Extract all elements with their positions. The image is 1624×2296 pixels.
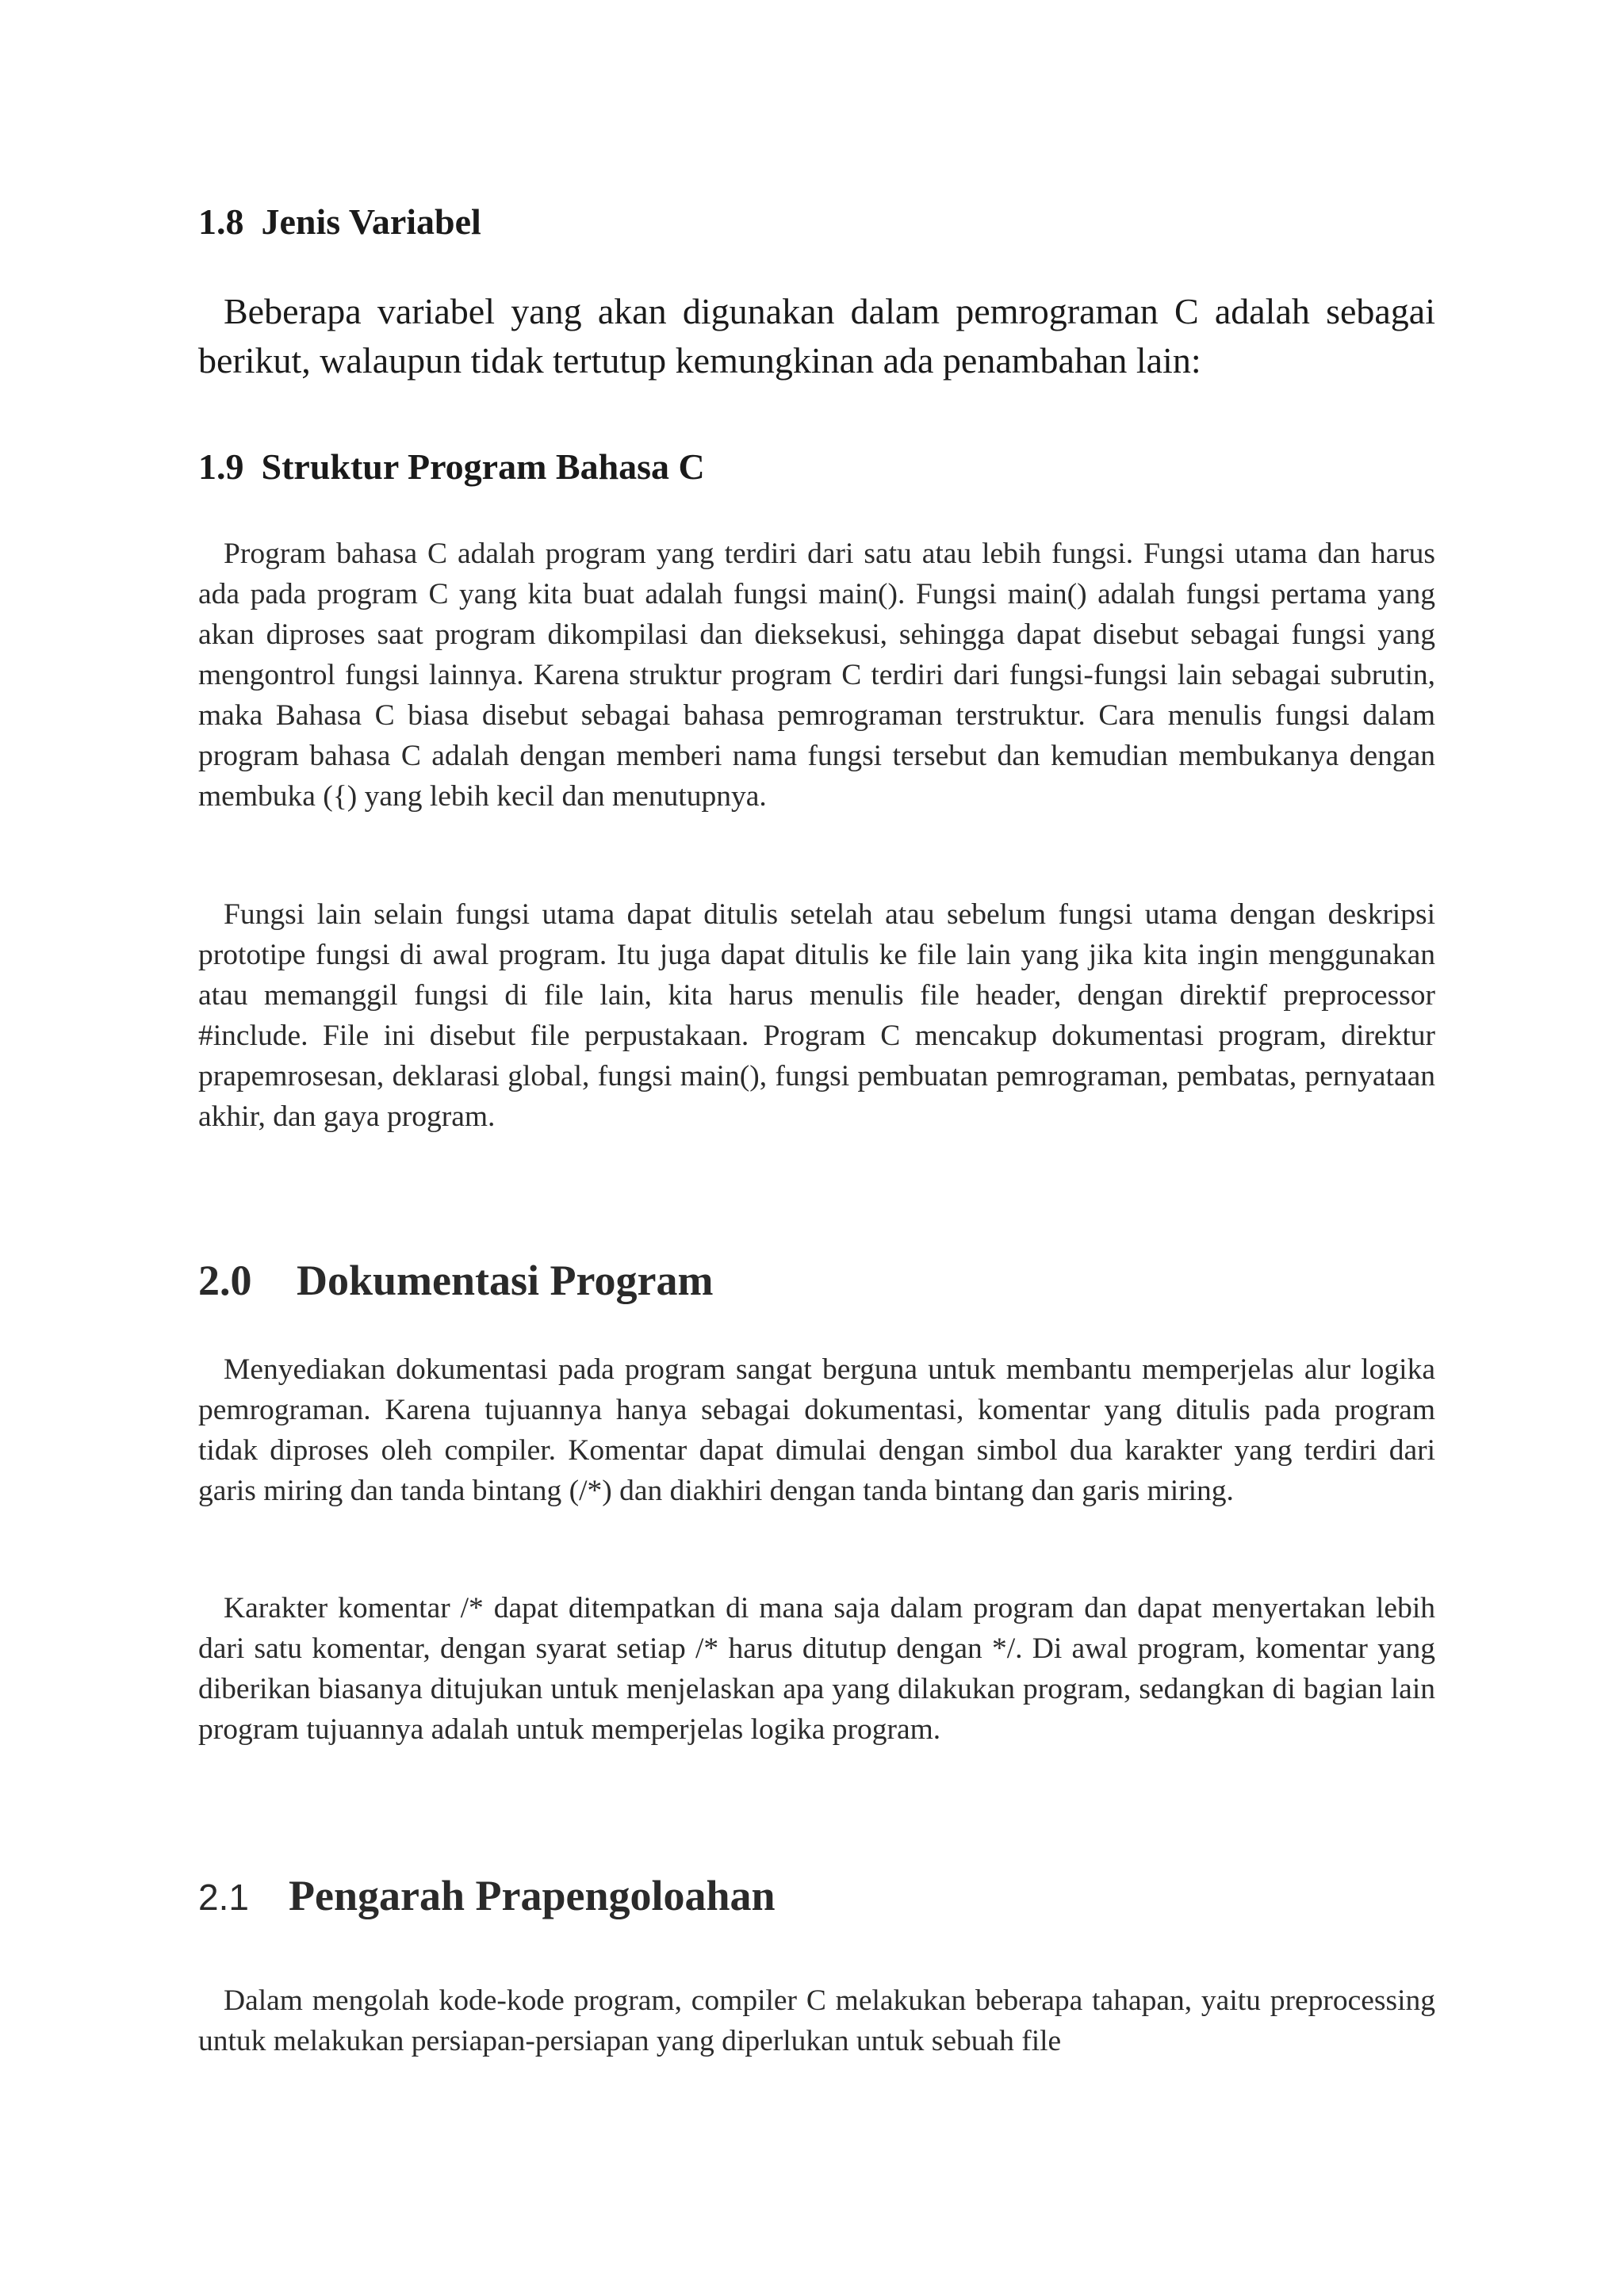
paragraph-struktur-2: Fungsi lain selain fungsi utama dapat ditulis setelah atau sebelum fungsi utama dengan deskripsi prototipe fungsi di awal program. Itu juga dapat ditulis ke file lain yang jika kita ingin menggunakan atau memanggil fungsi di file lain, kita harus menulis file header, dengan direktif preprocessor #include. File ini disebut file perpustakaan. Program C mencakup dokumentasi program, direktur prapemrosesan, deklarasi global, fungsi main(), fungsi pembuatan pemrograman, pembatas, pernyataan akhir, dan gaya program. [198, 898, 1435, 1133]
section-number: 1.8 [198, 201, 244, 242]
paragraph-dokumentasi-1: Menyediakan dokumentasi pada program sangat berguna untuk membantu memperjelas alur logika pemrograman. Karena tujuannya hanya sebagai dokumentasi, komentar yang ditulis pada program tidak diproses oleh compiler. Komentar dapat dimulai dengan simbol dua karakter yang terdiri dari garis miring dan tanda bintang (/*) dan diakhiri dengan tanda bintang dan garis miring. [198, 1353, 1435, 1507]
paragraph-dokumentasi-2: Karakter komentar /* dapat ditempatkan di mana saja dalam program dan dapat menyertakan lebih dari satu komentar, dengan syarat setiap /* harus ditutup dengan */. Di awal program, komentar yang diberikan biasanya ditujukan untuk menjelaskan apa yang dilakukan program, sedangkan di bagian lain program tujuannya adalah untuk memperjelas logika program. [198, 1592, 1435, 1746]
section-number: 2.0 [198, 1257, 252, 1304]
section-heading-2-0 [198, 1255, 713, 1306]
section-title: Jenis Variabel [261, 201, 481, 242]
paragraph-jenis-variabel: Beberapa variabel yang akan digunakan dalam pemrograman C adalah sebagai berikut, walaupun tidak tertutup kemungkinan ada penambahan lain: [198, 291, 1435, 381]
section-number: 1.9 [198, 446, 244, 487]
paragraph-pengarah-1: Dalam mengolah kode-kode program, compiler C melakukan beberapa tahapan, yaitu preprocessing untuk melakukan persiapan-persiapan yang diperlukan untuk sebuah file [198, 1984, 1435, 2057]
section-number: 2.1 [198, 1877, 249, 1918]
paragraph-struktur-1: Program bahasa C adalah program yang terdiri dari satu atau lebih fungsi. Fungsi utama dan harus ada pada program C yang kita buat adalah fungsi main(). Fungsi main() adalah fungsi pertama yang akan diproses saat program dikompilasi dan dieksekusi, sehingga dapat disebut sebagai fungsi yang mengontrol fungsi lainnya. Karena struktur program C terdiri dari fungsi-fungsi lain sebagai subrutin, maka Bahasa C biasa disebut sebagai bahasa pemrograman terstruktur. Cara menulis fungsi dalam program bahasa C adalah dengan memberi nama fungsi tersebut dan kemudian membukanya dengan membuka ({) yang lebih kecil dan menutupnya. [198, 538, 1435, 813]
section-title: Dokumentasi Program [297, 1257, 714, 1304]
section-title: Struktur Program Bahasa C [261, 446, 705, 487]
section-title: Pengarah Prapengoloahan [289, 1872, 776, 1919]
section-heading-2-1 [198, 1870, 776, 1923]
section-heading-1-9 [198, 445, 705, 489]
section-heading-1-8 [198, 200, 481, 244]
